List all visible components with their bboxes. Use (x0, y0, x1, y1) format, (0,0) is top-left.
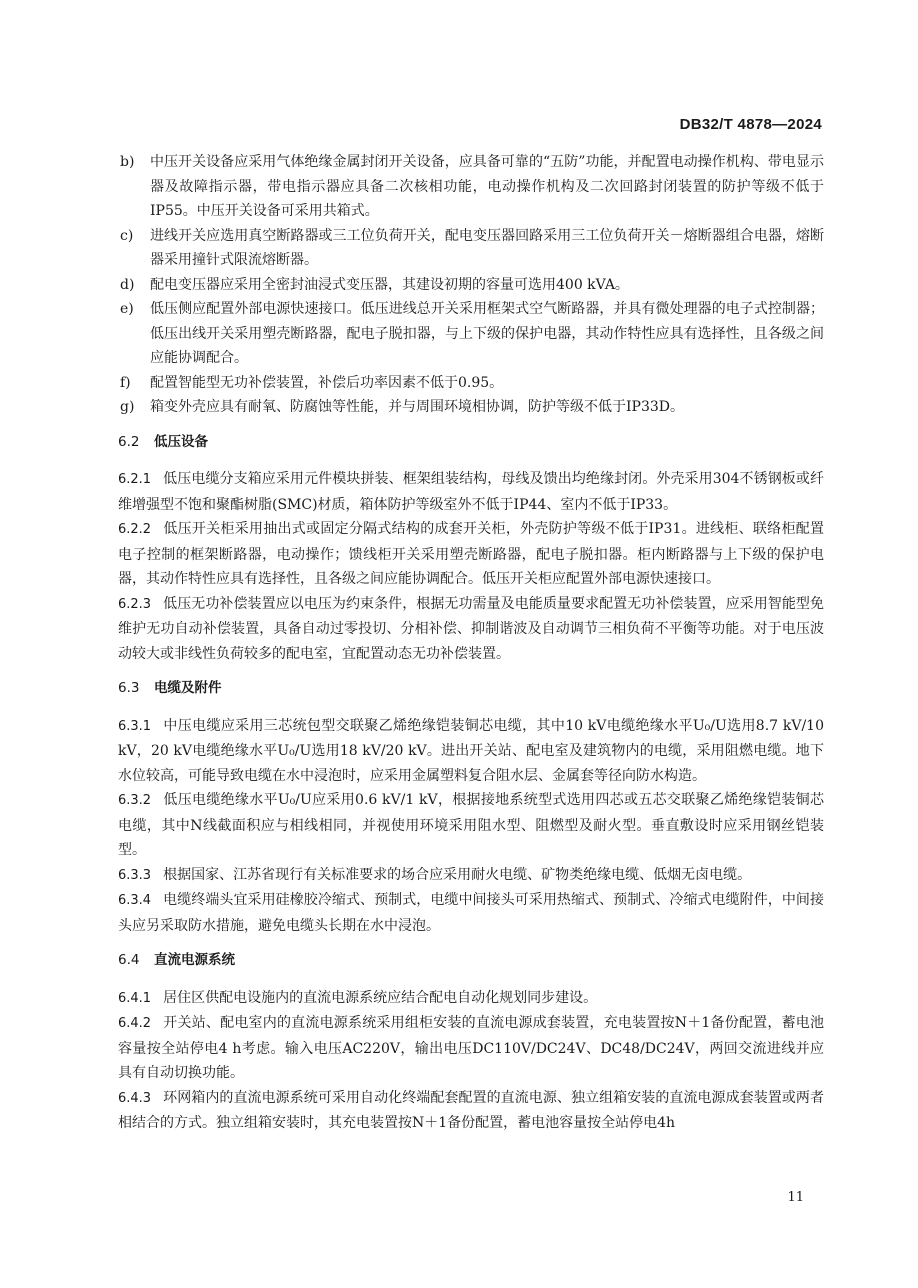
list-item (118, 273, 824, 298)
clause-text: 开关站、配电室内的直流电源系统采用组柜安装的直流电源成套装置，充电装置按N＋1备份配置，蓄电池容量按全站停电4 h考虑。输入电压AC220V，输出电压DC110V/DC24V、DC48/DC24V，两回交流进线并应具有自动切换功能。 (118, 1015, 824, 1081)
clause-text: 中压电缆应采用三芯统包型交联聚乙烯绝缘铠装铜芯电缆，其中10 kV电缆绝缘水平U₀/U选用8.7 kV/10 kV，20 kV电缆绝缘水平U₀/U选用18 kV/20 kV。进出开关站、配电室及建筑物内的电缆，采用阻燃电缆。地下水位较高，可能导致电缆在水中浸泡时，应采用金属塑料复合阻水层、金属套等径向防水构造。 (118, 717, 824, 784)
clause-text: 低压开关柜采用抽出式或固定分隔式结构的成套开关柜，外壳防护等级不低于IP31。进线柜、联络柜配置电子控制的框架断路器，电动操作；馈线柜开关采用塑壳断路器，配电子脱扣器。柜内断路器与上下级的保护电器，其动作特性应具有选择性，且各级之间应能协调配合。低压开关柜应配置外部电源快速接口。 (118, 521, 824, 587)
list-label: c) (120, 227, 134, 244)
clause-number: 6.4.3 (118, 1090, 152, 1106)
clause (118, 888, 824, 938)
clause-text: 居住区供配电设施内的直流电源系统应结合配电自动化规划同步建设。 (163, 989, 598, 1006)
section-title: 低压设备 (154, 433, 208, 450)
clause (118, 517, 824, 592)
clause-number: 6.2.2 (118, 522, 152, 537)
list-item (118, 224, 824, 273)
clause-number: 6.3.3 (118, 867, 152, 883)
clause-text: 低压电缆绝缘水平U₀/U应采用0.6 kV/1 kV，根据接地系统型式选用四芯或五芯交联聚乙烯绝缘铠装铜芯电缆，其中N线截面积应与相线相同，并视使用环境采用阻水型、阻燃型及耐火型。垂直敷设时应采用钢丝铠装型。 (118, 792, 824, 858)
section-heading (118, 948, 824, 973)
clause (118, 467, 824, 517)
section-number: 6.4 (118, 952, 140, 968)
list-item (118, 150, 824, 224)
clause (118, 1086, 824, 1136)
clause (118, 592, 824, 667)
clause-number: 6.3.4 (118, 893, 152, 908)
clause-text: 低压电缆分支箱应采用元件模块拼装、框架组装结构，母线及馈出均绝缘封闭。外壳采用304不锈钢板或纤维增强型不饱和聚酯树脂(SMC)材质，箱体防护等级室外不低于IP44、室内不低于IP33。 (118, 471, 824, 513)
clause-text: 环网箱内的直流电源系统可采用自动化终端配套配置的直流电源、独立组箱安装的直流电源成套装置或两者相结合的方式。独立组箱安装时，其充电装置按N＋1备份配置，蓄电池容量按全站停电4h (118, 1089, 824, 1131)
clause-number: 6.2.1 (118, 472, 152, 487)
list-text: 中压开关设备应采用气体绝缘金属封闭开关设备，应具备可靠的“五防”功能，并配置电动操作机构、带电显示器及故障指示器，带电指示器应具备二次核相功能，电动操作机构及二次回路封闭装置的防护等级不低于IP55。中压开关设备可采用共箱式。 (150, 154, 824, 219)
section-heading (118, 676, 824, 701)
list-label: b) (120, 154, 135, 170)
clause (118, 1011, 824, 1086)
list-item (118, 371, 824, 396)
section-heading (118, 430, 824, 455)
document-code: DB32/T 4878—2024 (679, 116, 822, 133)
clause-text: 电缆终端头宜采用硅橡胶冷缩式、预制式，电缆中间接头可采用热缩式、预制式、冷缩式电缆附件，中间接头应另采取防水措施，避免电缆头长期在水中浸泡。 (118, 892, 824, 934)
list-text: 箱变外壳应具有耐氧、防腐蚀等性能，并与周围环境相协调，防护等级不低于IP33D。 (150, 399, 684, 415)
list-label: e) (120, 301, 134, 317)
list-label: f) (120, 374, 131, 391)
list-item (118, 297, 824, 371)
list-text: 进线开关应选用真空断路器或三工位负荷开关，配电变压器回路采用三工位负荷开关－熔断器组合电器，熔断器采用撞针式限流熔断器。 (150, 227, 824, 268)
list-item (118, 395, 824, 420)
list-text: 低压侧应配置外部电源快速接口。低压进线总开关采用框架式空气断路器，并具有微处理器的电子式控制器；低压出线开关采用塑壳断路器，配电子脱扣器，与上下级的保护电器，其动作特性应具有选择性，且各级之间应能协调配合。 (150, 301, 824, 366)
clause (118, 863, 824, 889)
list-label: g) (120, 399, 135, 415)
clause-number: 6.4.2 (118, 1016, 152, 1031)
clause (118, 788, 824, 863)
clause-number: 6.3.1 (118, 718, 152, 734)
clause-text: 根据国家、江苏省现行有关标准要求的场合应采用耐火电缆、矿物类绝缘电缆、低烟无卤电缆。 (163, 866, 752, 883)
list-block (118, 150, 824, 420)
clause (118, 714, 824, 789)
clause-number: 6.4.1 (118, 990, 152, 1006)
section-number: 6.3 (118, 680, 140, 696)
list-label: d) (120, 276, 135, 293)
clause-text: 低压无功补偿装置应以电压为约束条件，根据无功需量及电能质量要求配置无功补偿装置，应采用智能型免维护无功自动补偿装置，具备自动过零投切、分相补偿、抑制谐波及自动调节三相负荷不平衡等功能。对于电压波动较大或非线性负荷较多的配电室，宜配置动态无功补偿装置。 (118, 595, 824, 662)
section-number: 6.2 (118, 433, 140, 450)
section-title: 电缆及附件 (154, 680, 222, 696)
clause-number: 6.3.2 (118, 793, 152, 808)
page-number: 11 (787, 1190, 804, 1205)
section-title: 直流电源系统 (154, 952, 235, 968)
clause (118, 986, 824, 1012)
clause-number: 6.2.3 (118, 596, 152, 612)
list-text: 配置智能型无功补偿装置，补偿后功率因素不低于0.95。 (150, 374, 504, 391)
document-body (118, 150, 824, 1136)
list-text: 配电变压器应采用全密封油浸式变压器，其建设初期的容量可选用400 kVA。 (150, 276, 629, 293)
